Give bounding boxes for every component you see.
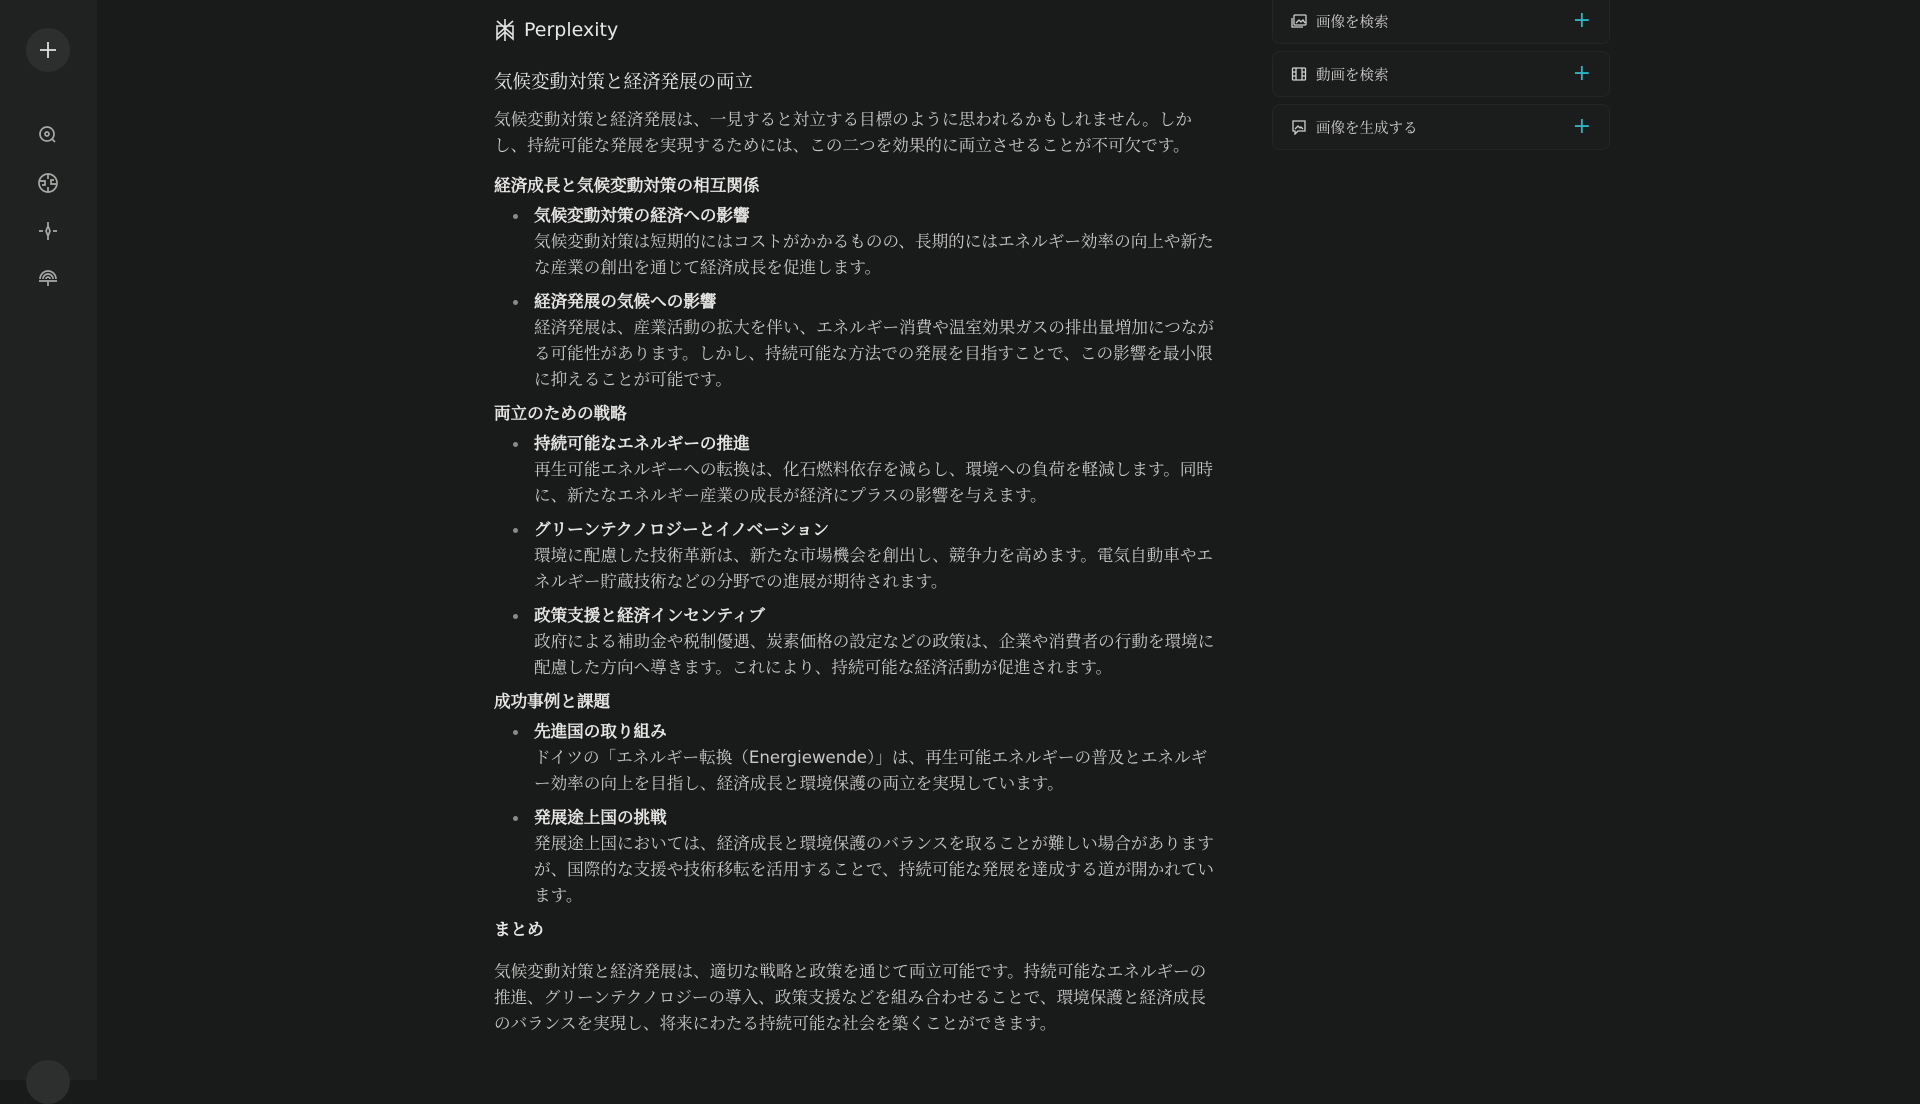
list-item-text: 環境に配慮した技術革新は、新たな市場機会を創出し、競争力を高めます。電気自動車やエネルギー貯蔵技術などの分野での進展が期待されます。 [534,546,1214,591]
summary-text: 気候変動対策と経済発展は、適切な戦略と政策を通じて両立可能です。持続可能なエネルギーの推進、グリーンテクノロジーの導入、政策支援などを組み合わせることで、環境保護と経済成長のバランスを実現し、将来にわたる持続可能な社会を築くことができます。 [494,962,1207,1033]
generate-image-card[interactable] [1272,104,1610,150]
media-panel [1272,0,1610,157]
plus-icon[interactable]: + [1572,8,1591,33]
list-item [534,517,1219,595]
list-item [534,431,1219,509]
list-item-text: 気候変動対策は短期的にはコストがかかるものの、長期的にはエネルギー効率の向上や新たな産業の創出を通じて経済成長を促進します。 [534,232,1214,277]
answer [494,68,1219,1037]
list-item-text: 経済発展は、産業活動の拡大を伴い、エネルギー消費や温室効果ガスの排出量増加につながる可能性があります。しかし、持続可能な方法での発展を目指すことで、この影響を最小限に抑えることが可能です。 [534,318,1215,389]
section-heading: 成功事例と課題 [494,692,611,711]
section-heading: 経済成長と気候変動対策の相互関係 [494,176,760,195]
answer-title: 気候変動対策と経済発展の両立 [494,72,754,93]
list-item-title: 気候変動対策の経済への影響 [534,206,750,225]
brand-name: Perplexity [524,19,619,41]
list-item-text: 政府による補助金や税制優遇、炭素価格の設定などの政策は、企業や消費者の行動を環境に配慮した方向へ導きます。これにより、持続可能な経済活動が促進されます。 [534,632,1215,677]
list-item-title: 持続可能なエネルギーの推進 [534,434,750,453]
list-item [534,719,1219,797]
image-generate-icon [1291,119,1307,135]
list-item-title: 経済発展の気候への影響 [534,292,717,311]
search-images-card[interactable] [1272,0,1610,44]
plus-icon[interactable]: + [1572,61,1591,86]
list-item-text: 再生可能エネルギーへの転換は、化石燃料依存を減らし、環境への負荷を軽減します。同時に、新たなエネルギー産業の成長が経済にプラスの影響を与えます。 [534,460,1214,505]
list-item-title: 発展途上国の挑戦 [534,808,667,827]
list-item-title: 先進国の取り組み [534,722,667,741]
list-item [534,203,1219,281]
brand-header [494,18,618,42]
list-item-text: ドイツの「エネルギー転換（Energiewende）」は、再生可能エネルギーの普及とエネルギー効率の向上を目指し、経済成長と環境保護の両立を実現しています。 [534,748,1208,793]
sidebar [0,0,97,1080]
perplexity-logo-icon [494,18,516,42]
search-videos-card[interactable] [1272,51,1610,97]
search-images-label: 画像を検索 [1316,14,1389,31]
list-item-text: 発展途上国においては、経済成長と環境保護のバランスを取ることが難しい場合がありますが、国際的な支援や技術移転を活用することで、持続可能な発展を達成する道が開かれています。 [534,834,1215,905]
section-heading: 両立のための戦略 [494,404,627,423]
list-item [534,289,1219,393]
list-item [534,603,1219,681]
summary-heading: まとめ [494,920,544,939]
spaces-sparkle-icon[interactable] [36,219,60,243]
answer-intro: 気候変動対策と経済発展は、一見すると対立する目標のように思われるかもしれません。しかし、持続可能な発展を実現するためには、この二つを効果的に両立させることが不可欠です。 [494,110,1192,155]
search-videos-label: 動画を検索 [1316,67,1389,84]
video-icon [1291,66,1307,82]
discover-globe-icon[interactable] [36,171,60,195]
plus-icon [38,40,58,60]
bullet-list [494,719,1219,909]
search-icon[interactable] [36,123,60,147]
expand-sidebar-button[interactable] [26,1060,70,1104]
list-item [534,805,1219,909]
list-item-title: グリーンテクノロジーとイノベーション [534,520,830,539]
image-search-icon [1291,13,1307,29]
generate-image-label: 画像を生成する [1316,120,1418,137]
library-signal-icon[interactable] [36,265,60,289]
new-thread-button[interactable] [26,28,70,72]
bullet-list [494,431,1219,681]
bullet-list [494,203,1219,393]
list-item-title: 政策支援と経済インセンティブ [534,606,765,625]
plus-icon[interactable]: + [1572,114,1591,139]
